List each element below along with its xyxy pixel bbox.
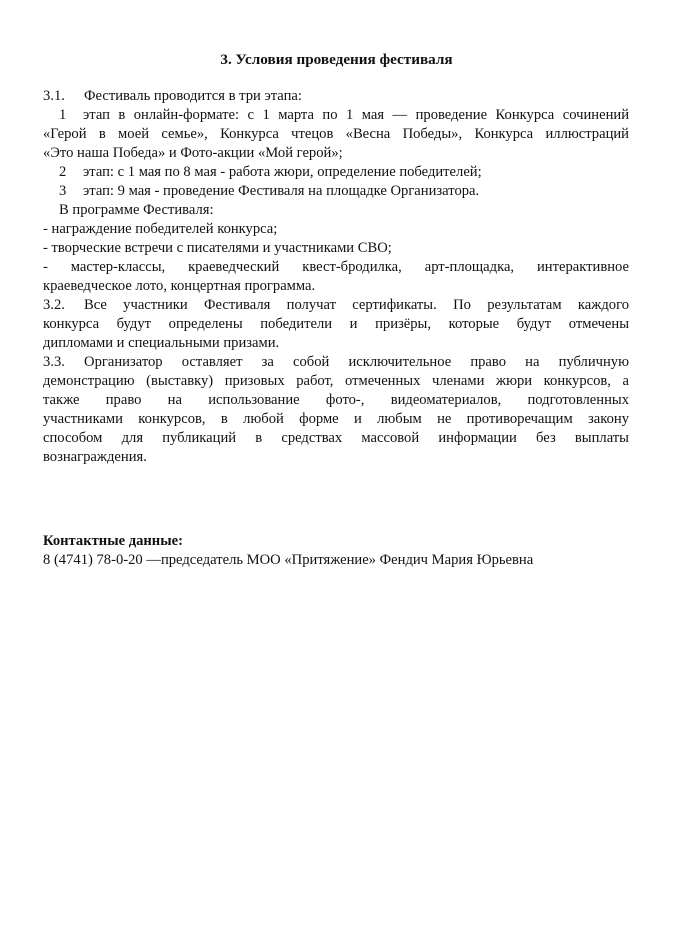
paragraph-3-3-line-6: вознаграждения. [43,449,147,465]
paragraph-number: 3.3. [43,354,65,370]
paragraph-number: 3.2. [43,297,65,313]
paragraph-text: Организатор оставляет за собой исключительное право на публичную [84,354,629,370]
stage-text: этап в онлайн-формате: с 1 марта по 1 мая — проведение Конкурса сочинений [83,107,629,123]
stage-number: 1 [59,107,67,123]
stage-number: 2 [59,164,67,180]
stage-1-line-3: «Это наша Победа» и Фото-акции «Мой герой»; [43,145,343,161]
paragraph-3-2-line-3: дипломами и специальными призами. [43,335,280,351]
paragraph-number: 3.1. [43,88,65,104]
stage-number: 3 [59,183,67,199]
stage-1-line [43,106,629,125]
stage-text: этап: с 1 мая по 8 мая - работа жюри, определение победителей; [83,164,482,180]
program-item: - творческие встречи с писателями и участниками СВО; [43,240,392,256]
program-item-continued: краеведческое лото, концертная программа. [43,278,316,294]
paragraph-3-1-intro [43,87,629,106]
paragraph-3-3-line-1 [43,353,629,372]
section-title: 3. Условия проведения фестиваля [220,51,453,68]
program-item: - награждение победителей конкурса; [43,221,278,237]
paragraph-3-2-line-1 [43,296,629,315]
contacts-line: 8 (4741) 78-0-20 —председатель МОО «Притяжение» Фендич Мария Юрьевна [43,552,534,568]
stage-2-line [43,163,629,182]
stage-text: этап: 9 мая - проведение Фестиваля на площадке Организатора. [83,183,480,199]
paragraph-text: Фестиваль проводится в три этапа: [84,88,302,104]
paragraph-3-3-line-4: участниками конкурсов, в любой форме и любым не противоречащим закону [43,411,629,427]
contacts-title: Контактные данные: [43,533,183,549]
program-item: - мастер-классы, краеведческий квест-бродилка, арт-площадка, интерактивное [43,259,629,275]
section-body [43,87,629,467]
paragraph-3-3-line-2: демонстрацию (выставку) призовых работ, отмеченных членами жюри конкурсов, а [43,373,629,389]
paragraph-3-2-line-2: конкурса будут определены победители и призёры, которые будут отмечены [43,316,629,332]
stage-1-line-2: «Герой в моей семье», Конкурса чтецов «Весна Победы», Конкурса иллюстраций [43,126,629,142]
paragraph-3-3-line-3: также право на использование фото-, видеоматериалов, подготовленных [43,392,629,408]
stage-3-line [43,182,629,201]
program-title: В программе Фестиваля: [59,202,214,218]
paragraph-text: Все участники Фестиваля получат сертификаты. По результатам каждого [84,297,629,313]
paragraph-3-3-line-5: способом для публикаций в средствах массовой информации без выплаты [43,430,629,446]
contacts-block [43,532,533,570]
